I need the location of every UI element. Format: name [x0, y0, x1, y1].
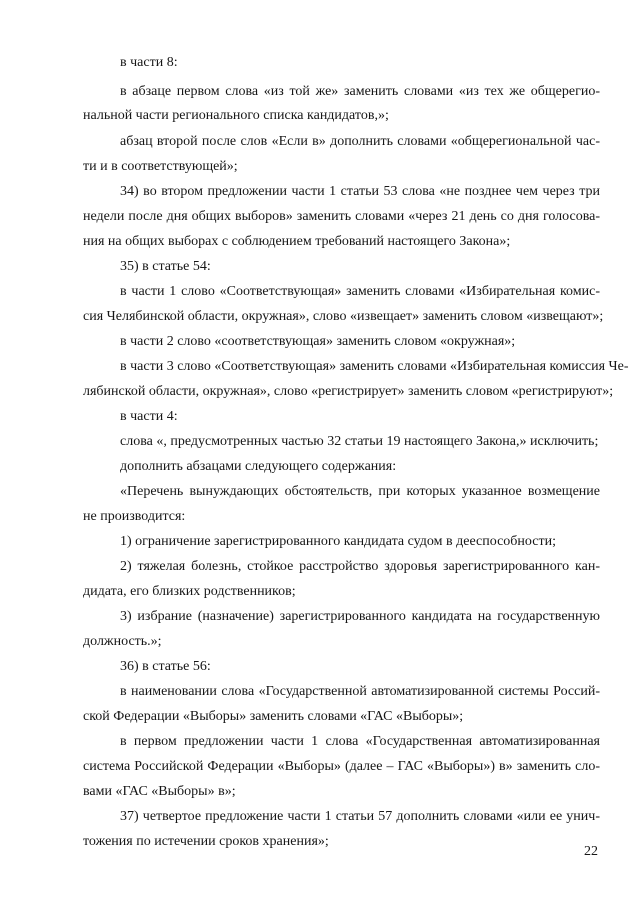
page-number: 22 [584, 844, 598, 859]
text-line: в части 2 слово «соответствующая» заменить словом «окружная»; [120, 334, 516, 349]
text-line: дополнить абзацами следующего содержания: [120, 459, 397, 474]
text-line: нальной части регионального списка кандидатов,»; [83, 108, 389, 123]
text-line: 2) тяжелая болезнь, стойкое расстройство здоровья зарегистрированного кан- [120, 559, 600, 574]
text-line: 3) избрание (назначение) зарегистрированного кандидата на государственную [120, 609, 600, 624]
text-line: 36) в статье 56: [120, 659, 211, 674]
text-line: 35) в статье 54: [120, 259, 211, 274]
text-line: система Российской Федерации «Выборы» (далее – ГАС «Выборы») в» заменить сло- [83, 759, 600, 774]
text-line: должность.»; [83, 634, 162, 649]
text-line: в наименовании слова «Государственной автоматизированной системы Россий- [120, 684, 600, 699]
text-line: сия Челябинской области, окружная», слово «извещает» заменить словом «извещают»; [83, 309, 604, 324]
text-line: вами «ГАС «Выборы» в»; [83, 784, 236, 799]
text-line: ти и в соответствующей»; [83, 159, 238, 174]
text-line: 34) во втором предложении части 1 статьи 53 слова «не позднее чем через три [120, 184, 600, 199]
text-line: в части 8: [120, 55, 178, 70]
text-line: лябинской области, окружная», слово «регистрирует» заменить словом «регистрируют»; [83, 384, 614, 399]
text-line: абзац второй после слов «Если в» дополнить словами «общерегиональной час- [120, 134, 600, 149]
text-line: в части 1 слово «Соответствующая» заменить словами «Избирательная комис- [120, 284, 600, 299]
text-line: в первом предложении части 1 слова «Государственная автоматизированная [120, 734, 600, 749]
text-line: «Перечень вынуждающих обстоятельств, при которых указанное возмещение [120, 484, 600, 499]
text-line: слова «, предусмотренных частью 32 статьи 19 настоящего Закона,» исключить; [120, 434, 599, 449]
text-line: в части 3 слово «Соответствующая» заменить словами «Избирательная комиссия Че- [120, 359, 629, 374]
text-line: недели после дня общих выборов» заменить словами «через 21 день со дня голосова- [83, 209, 600, 224]
text-line: не производится: [83, 509, 186, 524]
text-line: тожения по истечении сроков хранения»; [83, 834, 329, 849]
text-line: в части 4: [120, 409, 178, 424]
text-line: дидата, его близких родственников; [83, 584, 296, 599]
text-line: 1) ограничение зарегистрированного кандидата судом в дееспособности; [120, 534, 556, 549]
text-line: в абзаце первом слова «из той же» заменить словами «из тех же общерегио- [120, 84, 600, 99]
text-line: 37) четвертое предложение части 1 статьи 57 дополнить словами «или ее унич- [120, 809, 600, 824]
text-line: ской Федерации «Выборы» заменить словами «ГАС «Выборы»; [83, 709, 464, 724]
text-line: ния на общих выборах с соблюдением требований настоящего Закона»; [83, 234, 511, 249]
